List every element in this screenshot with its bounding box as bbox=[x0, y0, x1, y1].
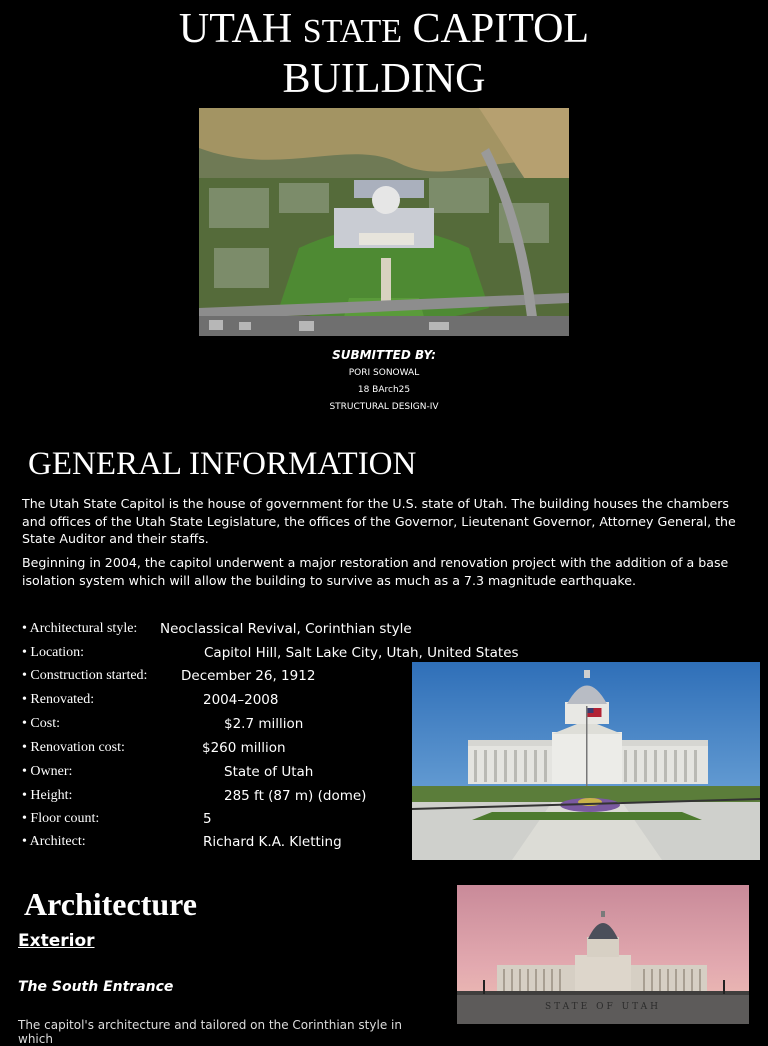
fact-label: • Location: bbox=[22, 645, 85, 660]
fact-label: • Architectural style: bbox=[22, 621, 138, 636]
fact-label: • Height: bbox=[22, 788, 73, 803]
south-entrance-subheading: The South Entrance bbox=[18, 979, 174, 995]
architecture-heading: Architecture bbox=[24, 886, 197, 922]
architecture-paragraph-cut: The capitol's architecture and tailored on the Corinthian style in which bbox=[18, 1018, 402, 1046]
submitter-class: 18 BArch25 bbox=[357, 385, 411, 395]
fact-value: State of Utah bbox=[224, 764, 314, 780]
capitol-dusk-photo bbox=[457, 885, 749, 1024]
submitter-name: PORI SONOWAL bbox=[348, 368, 420, 378]
fact-label: • Owner: bbox=[22, 764, 73, 779]
fact-value: 285 ft (87 m) (dome) bbox=[224, 788, 367, 804]
fact-label: • Renovated: bbox=[22, 692, 95, 707]
fact-label: • Architect: bbox=[22, 834, 86, 849]
fact-value: Capitol Hill, Salt Lake City, Utah, United States bbox=[204, 645, 519, 661]
fact-value: December 26, 1912 bbox=[181, 668, 316, 684]
aerial-photo bbox=[199, 108, 569, 336]
fact-value: 5 bbox=[203, 811, 212, 827]
fact-value: $260 million bbox=[202, 740, 286, 756]
fact-value: $2.7 million bbox=[224, 716, 304, 732]
fact-value: Richard K.A. Kletting bbox=[203, 834, 342, 850]
fact-label: • Renovation cost: bbox=[22, 740, 125, 755]
page-title-line-2: BUILDING bbox=[282, 56, 486, 102]
exterior-subheading: Exterior bbox=[18, 931, 95, 951]
fact-label: • Floor count: bbox=[22, 811, 100, 826]
fact-value: 2004–2008 bbox=[203, 692, 279, 708]
title-word-utah: UTAH bbox=[178, 6, 293, 52]
page-title-line-1 bbox=[0, 6, 768, 55]
general-info-heading: GENERAL INFORMATION bbox=[28, 446, 417, 482]
submitter-course: STRUCTURAL DESIGN-IV bbox=[329, 402, 439, 412]
svg-text:STATE OF UTAH: STATE OF UTAH bbox=[544, 1002, 662, 1012]
general-info-paragraph-1: The Utah State Capitol is the house of government for the U.S. state of Utah. The building houses the chambers and offices of the Utah State Legislature, the offices of the Governor, Lieutenant Governor, Attorney General, the State Auditor and their staffs. bbox=[22, 496, 736, 546]
capitol-front-photo bbox=[412, 662, 760, 860]
fact-label: • Construction started: bbox=[22, 668, 148, 683]
title-word-capitol: CAPITOL bbox=[412, 6, 590, 52]
title-word-state: STATE bbox=[302, 13, 402, 50]
fact-label: • Cost: bbox=[22, 716, 60, 731]
fact-value: Neoclassical Revival, Corinthian style bbox=[160, 621, 412, 637]
general-info-paragraph-2: Beginning in 2004, the capitol underwent a major restoration and renovation project with the addition of a base isolation system which will allow the building to survive as much as a 7.3 magnitude earthquake. bbox=[22, 555, 729, 588]
submitted-by-heading: SUBMITTED BY: bbox=[332, 348, 436, 362]
